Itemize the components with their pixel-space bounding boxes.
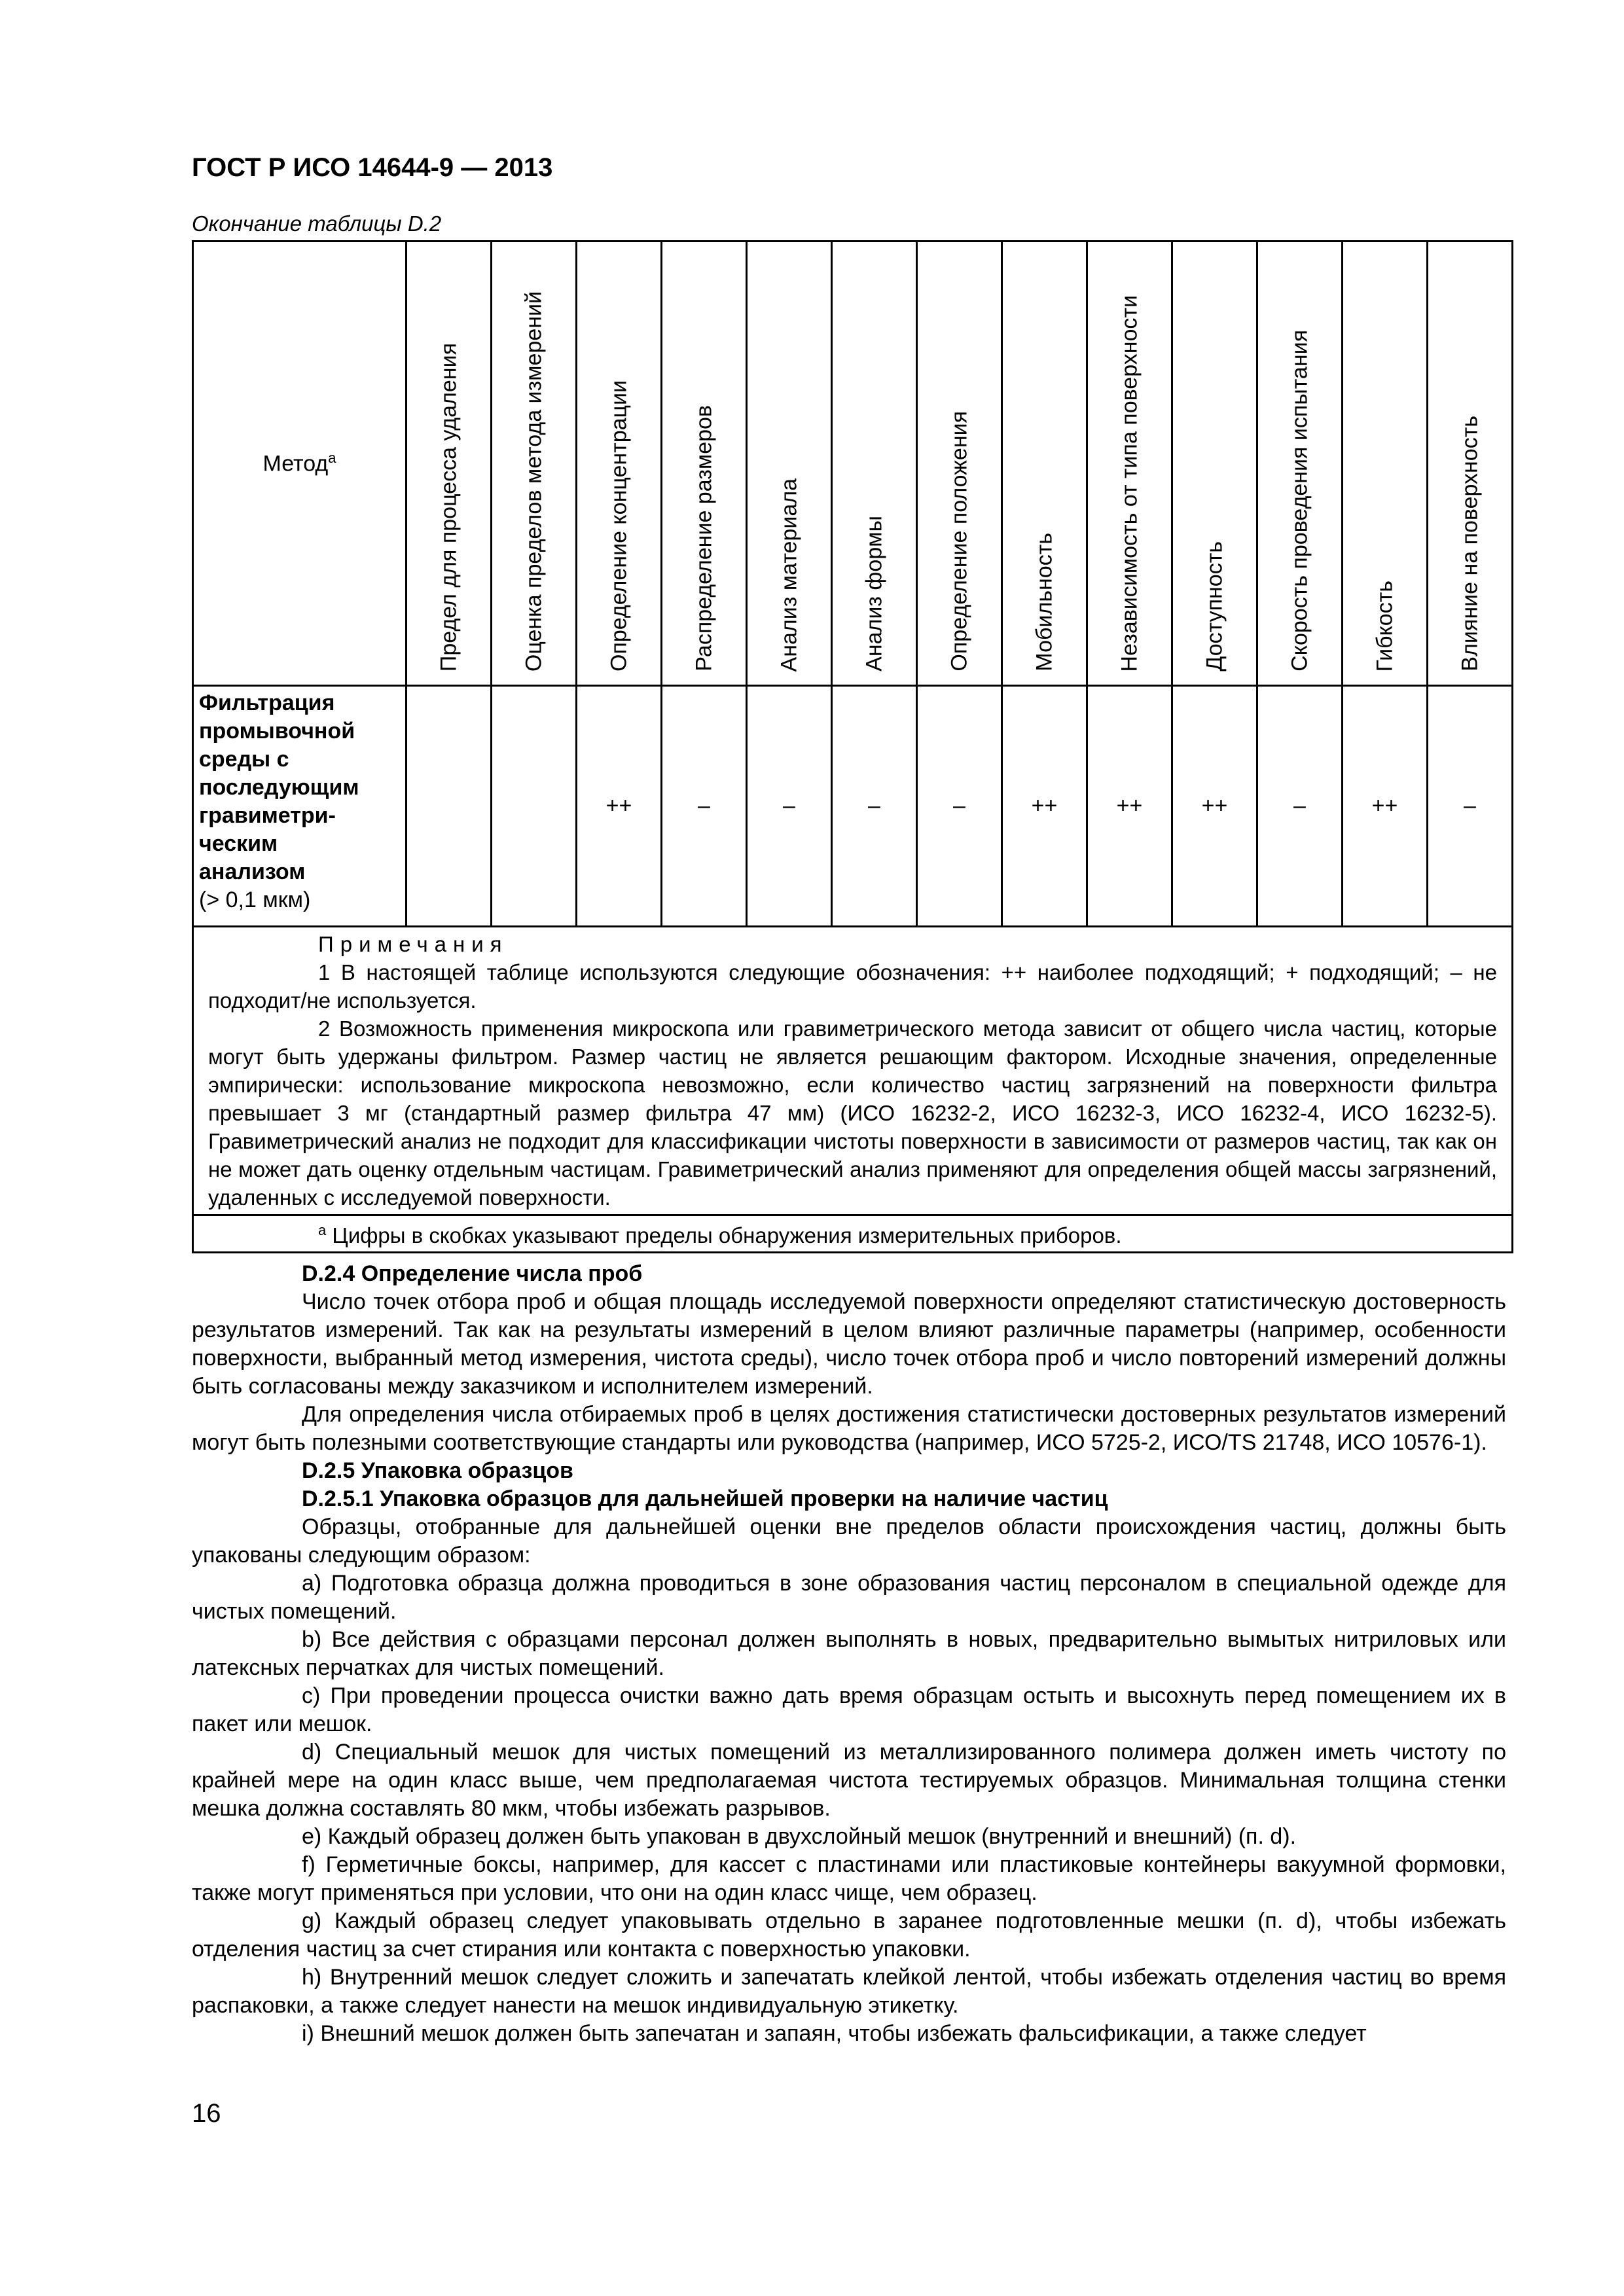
column-header-text: Оценка пределов метода измерений (521, 291, 546, 672)
section-heading-d251: D.2.5.1 Упаковка образцов для дальнейшей проверки на наличие частиц (302, 1486, 1108, 1511)
note-2: 2 Возможность применения микроскопа или гравиметрического метода зависит от общего числа частиц, которые могут быть удержаны фильтром. Размер частиц не является решающим фактором. Исходные значения, определенные эмпирически: использование микроскопа невозможно, если количество частиц загрязнений на поверхности фильтра превышает 3 мг (стандартный размер фильтра 47 мм) (ИСО 16232-2, ИСО 16232-3, ИСО 16232-4, ИСО 16232-5). Гравиметрический анализ не подходит для классификации чистоты поверхности в зависимости от размеров частиц, так как он не может дать оценку отдельным частицам. Гравиметрический анализ применяют для определения общей массы загрязнений, удаленных с исследуемой поверхности. (208, 1016, 1497, 1210)
list-item: f) Герметичные боксы, например, для кассет с пластинами или пластиковые контейнеры вакуумной формовки, также могут применяться при условии, что они на один класс чище, чем образец. (192, 1852, 1506, 1905)
column-header-text: Анализ материала (776, 478, 801, 672)
list-item: d) Специальный мешок для чистых помещений из металлизированного полимера должен иметь чистоту по крайней мере на один класс выше, чем предполагаемая чистота тестируемых образцов. Минимальная толщина стенки мешка должна составлять 80 мкм, чтобы избежать разрывов. (192, 1740, 1506, 1821)
column-header-text: Определение положения (947, 411, 971, 672)
section-heading-d24: D.2.4 Определение числа проб (302, 1261, 643, 1286)
method-detection-limit: (> 0,1 мкм) (199, 888, 311, 912)
list-item: c) При проведении процесса очистки важно дать время образцам остыть и высохнуть перед помещением их в пакет или мешок. (192, 1683, 1506, 1736)
table-cell: – (747, 686, 832, 927)
note-1: 1 В настоящей таблице используются следующие обозначения: ++ наиболее подходящий; + подходящий; – не подходит/не используется. (208, 960, 1497, 1013)
column-header-text: Анализ формы (861, 516, 886, 672)
table-row (193, 686, 1513, 927)
column-header-text: Скорость проведения испытания (1287, 330, 1312, 672)
paragraph: Образцы, отобранные для дальнейшей оценки вне пределов области происхождения частиц, должны быть упакованы следующим образом: (192, 1515, 1506, 1568)
column-header-text: Независимость от типа поверхности (1117, 295, 1142, 672)
section-heading-d25: D.2.5 Упаковка образцов (302, 1458, 573, 1483)
column-header (747, 242, 832, 686)
table-cell: ++ (1087, 686, 1172, 927)
table-cell: ++ (1002, 686, 1087, 927)
notes-row (193, 927, 1513, 1215)
method-name-line: анализом (199, 859, 306, 884)
footnote-row (193, 1215, 1513, 1253)
column-header (1257, 242, 1343, 686)
column-header (1002, 242, 1087, 686)
table-caption: Окончание таблицы D.2 (192, 211, 442, 236)
paragraph: Для определения числа отбираемых проб в целях достижения статистически достоверных результатов измерений могут быть полезными соответствующие стандарты или руководства (например, ИСО 5725-2, ИСО/TS 21748, ИСО 10576-1). (192, 1402, 1506, 1455)
method-name-line: среды с (199, 747, 289, 772)
column-header (1087, 242, 1172, 686)
column-header-text: Предел для процесса удаления (436, 342, 461, 672)
column-header (406, 242, 492, 686)
list-item: g) Каждый образец следует упаковывать отдельно в заранее подготовленные мешки (п. d), чтобы избежать отделения частиц за счет стирания или контакта с поверхностью упаковки. (192, 1909, 1506, 1962)
table-footnote (193, 1215, 1513, 1253)
column-header (917, 242, 1002, 686)
notes-title: Примечания (318, 932, 509, 956)
table-cell: – (832, 686, 917, 927)
column-header-text: Гибкость (1372, 580, 1397, 672)
methods-table (192, 240, 1513, 1253)
table-cell: ++ (577, 686, 662, 927)
column-header (577, 242, 662, 686)
column-header-text: Доступность (1202, 541, 1227, 672)
method-name-line: гравиметри- (199, 803, 336, 828)
method-column-header (193, 242, 406, 686)
list-item: i) Внешний мешок должен быть запечатан и запаян, чтобы избежать фальсификации, а также следует (302, 2021, 1367, 2046)
table-cell (406, 686, 492, 927)
document-header: ГОСТ Р ИСО 14644-9 — 2013 (192, 153, 553, 182)
list-item: a) Подготовка образца должна проводиться в зоне образования частиц персоналом в специальной одежде для чистых помещений. (192, 1571, 1506, 1624)
footnote-mark: a (318, 1222, 327, 1238)
column-header (1428, 242, 1513, 686)
column-header (832, 242, 917, 686)
document-body (192, 1260, 1506, 2048)
method-name-line: Фильтрация (199, 691, 335, 715)
method-header-footnote-mark: a (328, 450, 336, 467)
column-header-text: Распределение размеров (691, 405, 716, 672)
column-header-text: Мобильность (1032, 533, 1056, 672)
table-cell: ++ (1172, 686, 1257, 927)
column-header-text: Определение концентрации (606, 380, 631, 672)
table-header-row (193, 242, 1513, 686)
table-cell (492, 686, 577, 927)
table-notes (193, 927, 1513, 1215)
column-header-text: Влияние на поверхность (1457, 416, 1482, 672)
list-item: h) Внутренний мешок следует сложить и запечатать клейкой лентой, чтобы избежать отделения частиц во время распаковки, а также следует нанести на мешок индивидуальную этикетку. (192, 1965, 1506, 2018)
column-header (492, 242, 577, 686)
method-name-cell (193, 686, 406, 927)
list-item: b) Все действия с образцами персонал должен выполнять в новых, предварительно вымытых нитриловых или латексных перчатках для чистых помещений. (192, 1627, 1506, 1680)
list-item: e) Каждый образец должен быть упакован в двухслойный мешок (внутренний и внешний) (п. d). (302, 1824, 1297, 1849)
table-cell: ++ (1343, 686, 1428, 927)
method-name-line: промывочной (199, 719, 355, 744)
table-cell: – (1257, 686, 1343, 927)
method-name-line: последующим (199, 775, 359, 800)
table-cell: – (1428, 686, 1513, 927)
table-cell: – (917, 686, 1002, 927)
paragraph: Число точек отбора проб и общая площадь исследуемой поверхности определяют статистическую достоверность результатов измерений. Так как на результаты измерений в целом влияют различные параметры (например, особенности поверхности, выбранный метод измерения, чистота среды), число точек отбора проб и число повторений измерений должны быть согласованы между заказчиком и исполнителем измерений. (192, 1289, 1506, 1399)
page-number: 16 (192, 2099, 221, 2128)
method-header-text: Метод (262, 451, 329, 476)
column-header (662, 242, 747, 686)
method-name-line: ческим (199, 831, 278, 856)
column-header (1343, 242, 1428, 686)
column-header (1172, 242, 1257, 686)
table-cell: – (662, 686, 747, 927)
footnote-text: Цифры в скобках указывают пределы обнаружения измерительных приборов. (332, 1223, 1122, 1247)
